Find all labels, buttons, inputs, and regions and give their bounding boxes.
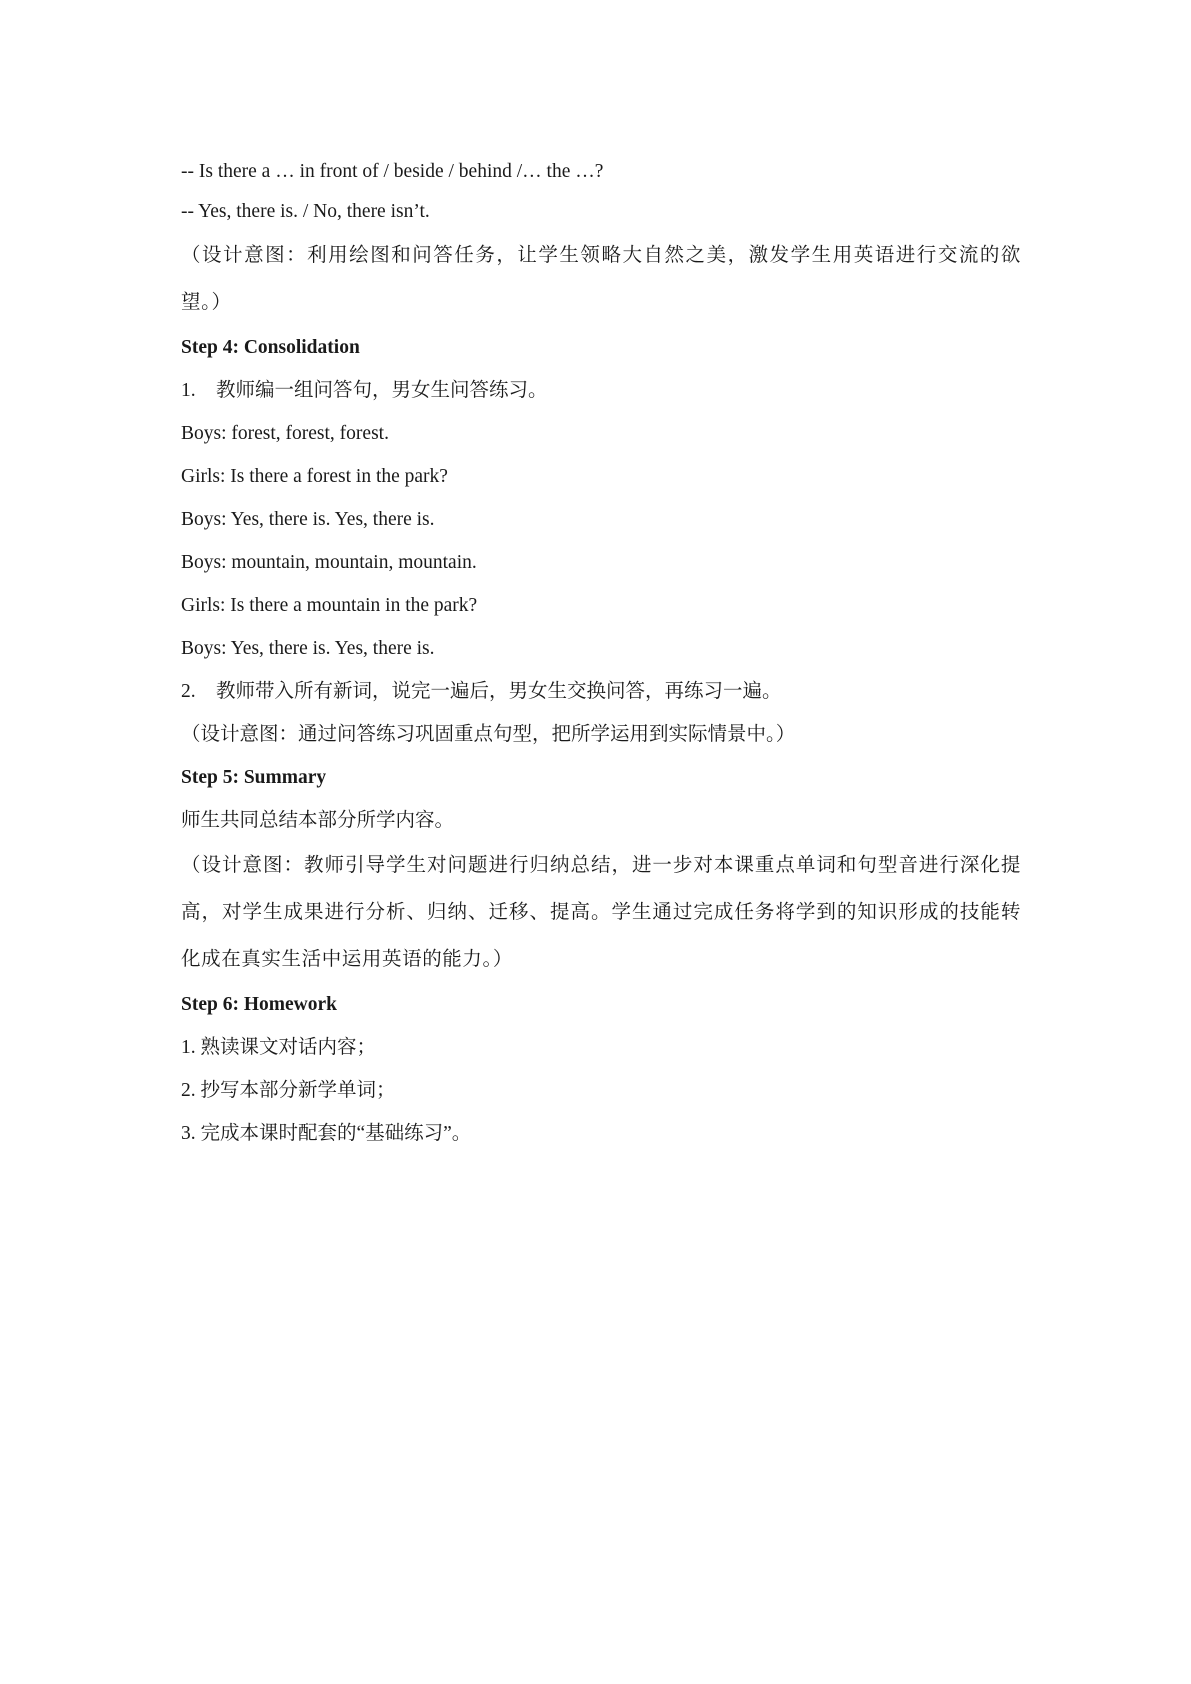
design-intent-3: （设计意图：教师引导学生对问题进行归纳总结，进一步对本课重点单词和句型音进行深化提高，对学生成果进行分析、归纳、迁移、提高。学生通过完成任务将学到的知识形成的技能转化成在真实生活中运用英语的能力。） [181, 855, 1021, 970]
design-intent-1: （设计意图：利用绘图和问答任务，让学生领略大自然之美，激发学生用英语进行交流的欲望。） [181, 245, 1021, 313]
homework-item: 1. 熟读课文对话内容； [181, 1037, 377, 1058]
step4-item-2 [181, 670, 1021, 713]
step4-item-1 [181, 369, 1021, 412]
step4-heading: Step 4: Consolidation [181, 337, 360, 358]
document-body [181, 152, 1021, 1155]
dialogue-line: Boys: Yes, there is. Yes, there is. [181, 509, 435, 530]
step5-heading: Step 5: Summary [181, 767, 327, 788]
design-intent-2: （设计意图：通过问答练习巩固重点句型，把所学运用到实际情景中。） [181, 724, 796, 745]
homework-item: 2. 抄写本部分新学单词； [181, 1080, 396, 1101]
step4-item-2-number: 2. [181, 681, 196, 702]
step4-item-1-text: 教师编一组问答句，男女生问答练习。 [216, 380, 548, 401]
dialogue-line: Girls: Is there a mountain in the park? [181, 595, 478, 616]
question-pattern: -- Is there a … in front of / beside / behind /… the …? [181, 161, 604, 182]
dialogue-line: Boys: Yes, there is. Yes, there is. [181, 638, 435, 659]
step4-item-1-number: 1. [181, 380, 196, 401]
dialogue-line: Boys: forest, forest, forest. [181, 423, 389, 444]
step6-heading: Step 6: Homework [181, 994, 337, 1015]
answer-pattern: -- Yes, there is. / No, there isn’t. [181, 201, 430, 222]
summary-text: 师生共同总结本部分所学内容。 [181, 810, 455, 831]
homework-item: 3. 完成本课时配套的“基础练习”。 [181, 1123, 472, 1144]
dialogue-line: Girls: Is there a forest in the park? [181, 466, 448, 487]
step4-item-2-text: 教师带入所有新词，说完一遍后，男女生交换问答，再练习一遍。 [216, 681, 782, 702]
dialogue-line: Boys: mountain, mountain, mountain. [181, 552, 477, 573]
